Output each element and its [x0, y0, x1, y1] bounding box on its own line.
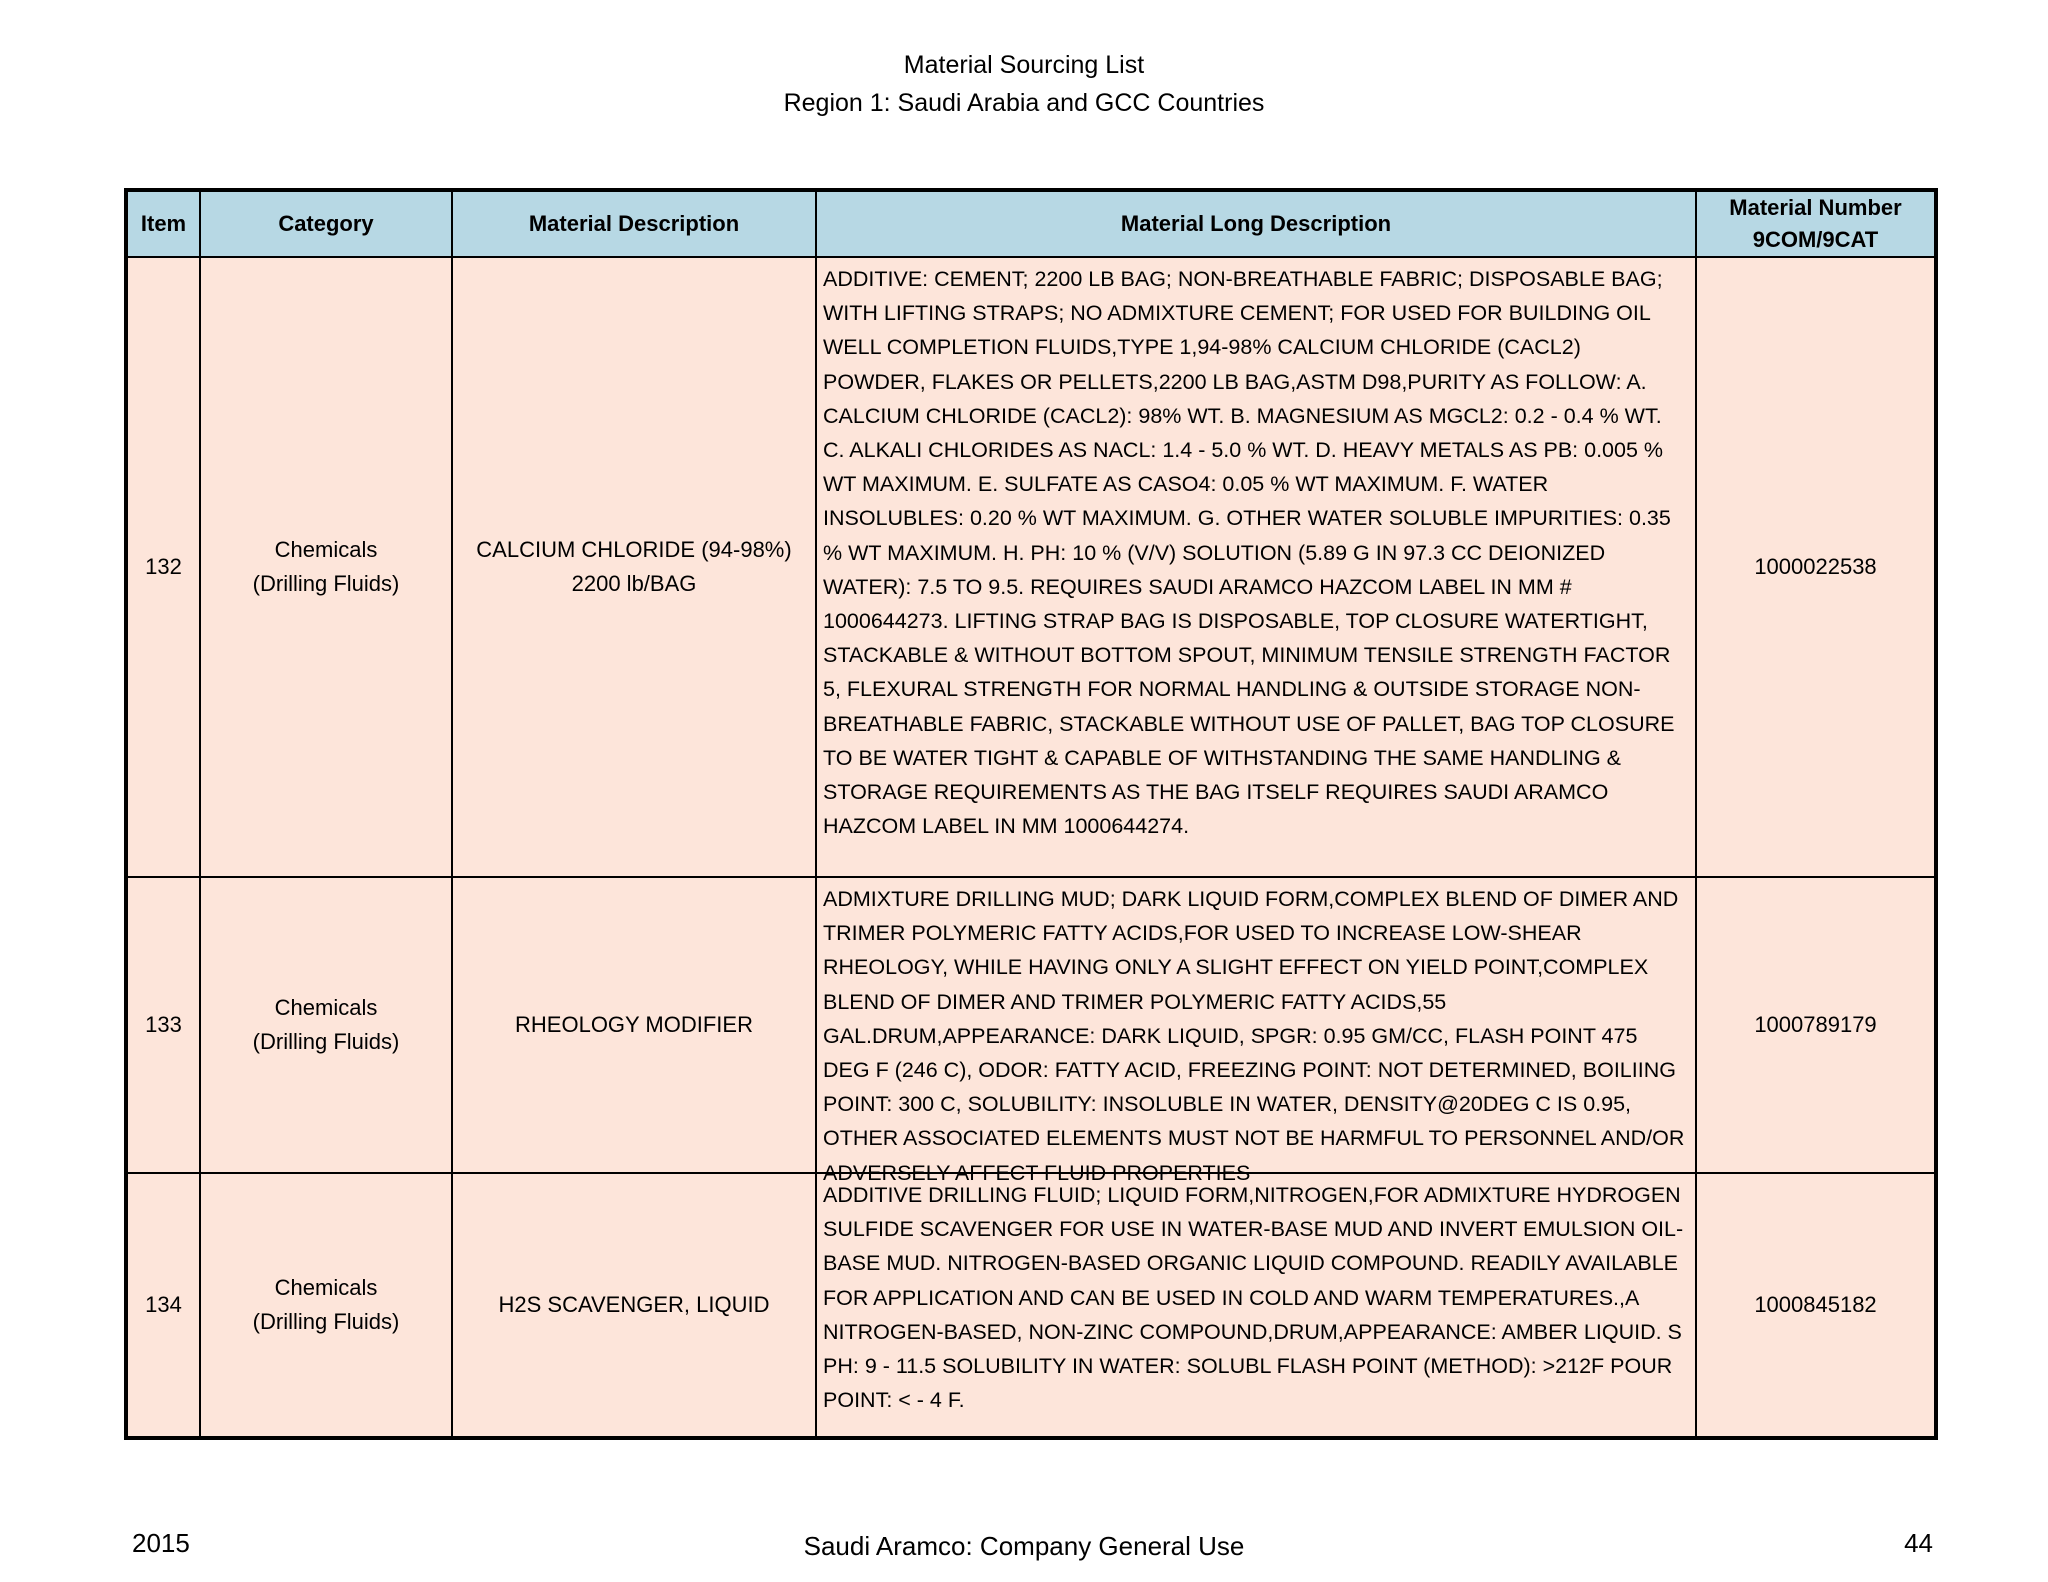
category-cell: [200, 257, 452, 877]
column-header-item: Item: [126, 190, 200, 257]
item-cell: 133: [126, 877, 200, 1173]
item-cell: 132: [126, 257, 200, 877]
material-description-line2: 2200 lb/BAG: [571, 571, 697, 596]
category-line1: Chemicals: [274, 1275, 378, 1300]
material-number-cell: 1000022538: [1696, 257, 1936, 877]
material-long-description-cell: [816, 1173, 1696, 1438]
column-header-material-number-line2: 9COM/9CAT: [1752, 227, 1879, 252]
table-row: [126, 877, 1936, 1173]
item-cell: 134: [126, 1173, 200, 1438]
material-long-description-text: ADMIXTURE DRILLING MUD; DARK LIQUID FORM,COMPLEX BLEND OF DIMER AND TRIMER POLYMERIC FATTY ACIDS,FOR USED TO INCREASE LOW-SHEAR RHEOLOGY, WHILE HAVING ONLY A SLIGHT EFFECT ON YIELD POINT,COMPLEX BLEND OF DIMER AND TRIMER POLYMERIC FATTY ACIDS,55 GAL.DRUM,APPEARANCE: DARK LIQUID, SPGR: 0.95 GM/CC, FLASH POINT 475 DEG F (246 C), ODOR: FATTY ACID, FREEZING POINT: NOT DETERMINED, BOILIING POINT: 300 C, SOLUBILITY: INSOLUBLE IN WATER, DENSITY@20DEG C IS 0.95, OTHER ASSOCIATED ELEMENTS MUST NOT BE HARMFUL TO PERSONNEL AND/OR ADVERSELY AFFECT FLUID PROPERTIES: [823, 887, 1685, 1185]
column-header-material-number: [1696, 190, 1936, 257]
material-description-cell: [452, 1173, 816, 1438]
footer-year: 2015: [132, 1528, 190, 1558]
material-number-cell: 1000845182: [1696, 1173, 1936, 1438]
table-header-row: [126, 190, 1936, 257]
material-long-description-cell: [816, 877, 1696, 1185]
category-line1: Chemicals: [274, 995, 378, 1020]
material-long-description-cell: [816, 257, 1696, 877]
table-row: [126, 1173, 1936, 1438]
column-header-material-description: Material Description: [452, 190, 816, 257]
material-sourcing-table: [124, 188, 1938, 1440]
footer-classification: Saudi Aramco: Company General Use: [803, 1531, 1245, 1561]
document-title: Material Sourcing List: [903, 51, 1145, 79]
category-line2: (Drilling Fluids): [252, 1309, 400, 1334]
material-description-cell: [452, 877, 816, 1173]
column-header-category: Category: [200, 190, 452, 257]
document-subtitle: Region 1: Saudi Arabia and GCC Countries: [783, 89, 1265, 117]
category-cell: [200, 1173, 452, 1438]
category-line1: Chemicals: [274, 537, 378, 562]
material-description-line1: CALCIUM CHLORIDE (94-98%): [476, 537, 792, 562]
material-description-line1: H2S SCAVENGER, LIQUID: [498, 1292, 770, 1317]
material-long-description-text: ADDITIVE: CEMENT; 2200 LB BAG; NON-BREATHABLE FABRIC; DISPOSABLE BAG; WITH LIFTING STRAPS; NO ADMIXTURE CEMENT; FOR USED FOR BUILDING OIL WELL COMPLETION FLUIDS,TYPE 1,94-98% CALCIUM CHLORIDE (CACL2) POWDER, FLAKES OR PELLETS,2200 LB BAG,ASTM D98,PURITY AS FOLLOW: A. CALCIUM CHLORIDE (CACL2): 98% WT. B. MAGNESIUM AS MGCL2: 0.2 - 0.4 % WT. C. ALKALI CHLORIDES AS NACL: 1.4 - 5.0 % WT. D. HEAVY METALS AS PB: 0.005 % WT MAXIMUM. E. SULFATE AS CASO4: 0.05 % WT MAXIMUM. F. WATER INSOLUBLES: 0.20 % WT MAXIMUM. G. OTHER WATER SOLUBLE IMPURITIES: 0.35 % WT MAXIMUM. H. PH: 10 % (V/V) SOLUTION (5.89 G IN 97.3 CC DEIONIZED WATER): 7.5 TO 9.5. REQUIRES SAUDI ARAMCO HAZCOM LABEL IN MM # 1000644273. LIFTING STRAP BAG IS DISPOSABLE, TOP CLOSURE WATERTIGHT, STACKABLE & WITHOUT BOTTOM SPOUT, MINIMUM TENSILE STRENGTH FACTOR 5, FLEXURAL STRENGTH FOR NORMAL HANDLING & OUTSIDE STORAGE NON-BREATHABLE FABRIC, STACKABLE WITHOUT USE OF PALLET, BAG TOP CLOSURE TO BE WATER TIGHT & CAPABLE OF WITHSTANDING THE SAME HANDLING & STORAGE REQUIREMENTS AS THE BAG ITSELF REQUIRES SAUDI ARAMCO HAZCOM LABEL IN MM 1000644274.: [823, 267, 1675, 839]
page-number: 44: [1904, 1528, 1933, 1558]
table-row: [126, 257, 1936, 877]
column-header-material-long-description: Material Long Description: [816, 190, 1696, 257]
category-line2: (Drilling Fluids): [252, 571, 400, 596]
category-cell: [200, 877, 452, 1173]
material-description-line1: RHEOLOGY MODIFIER: [515, 1012, 753, 1037]
material-number-cell: 1000789179: [1696, 877, 1936, 1173]
column-header-material-number-line1: Material Number: [1729, 195, 1902, 220]
material-description-cell: [452, 257, 816, 877]
category-line2: (Drilling Fluids): [252, 1029, 400, 1054]
material-long-description-text: ADDITIVE DRILLING FLUID; LIQUID FORM,NITROGEN,FOR ADMIXTURE HYDROGEN SULFIDE SCAVENGER FOR USE IN WATER-BASE MUD AND INVERT EMULSION OIL-BASE MUD. NITROGEN-BASED ORGANIC LIQUID COMPOUND. READILY AVAILABLE FOR APPLICATION AND CAN BE USED IN COLD AND WARM TEMPERATURES.,A NITROGEN-BASED, NON-ZINC COMPOUND,DRUM,APPEARANCE: AMBER LIQUID. S PH: 9 - 11.5 SOLUBILITY IN WATER: SOLUBL FLASH POINT (METHOD): >212F POUR POINT: < - 4 F.: [823, 1183, 1684, 1413]
